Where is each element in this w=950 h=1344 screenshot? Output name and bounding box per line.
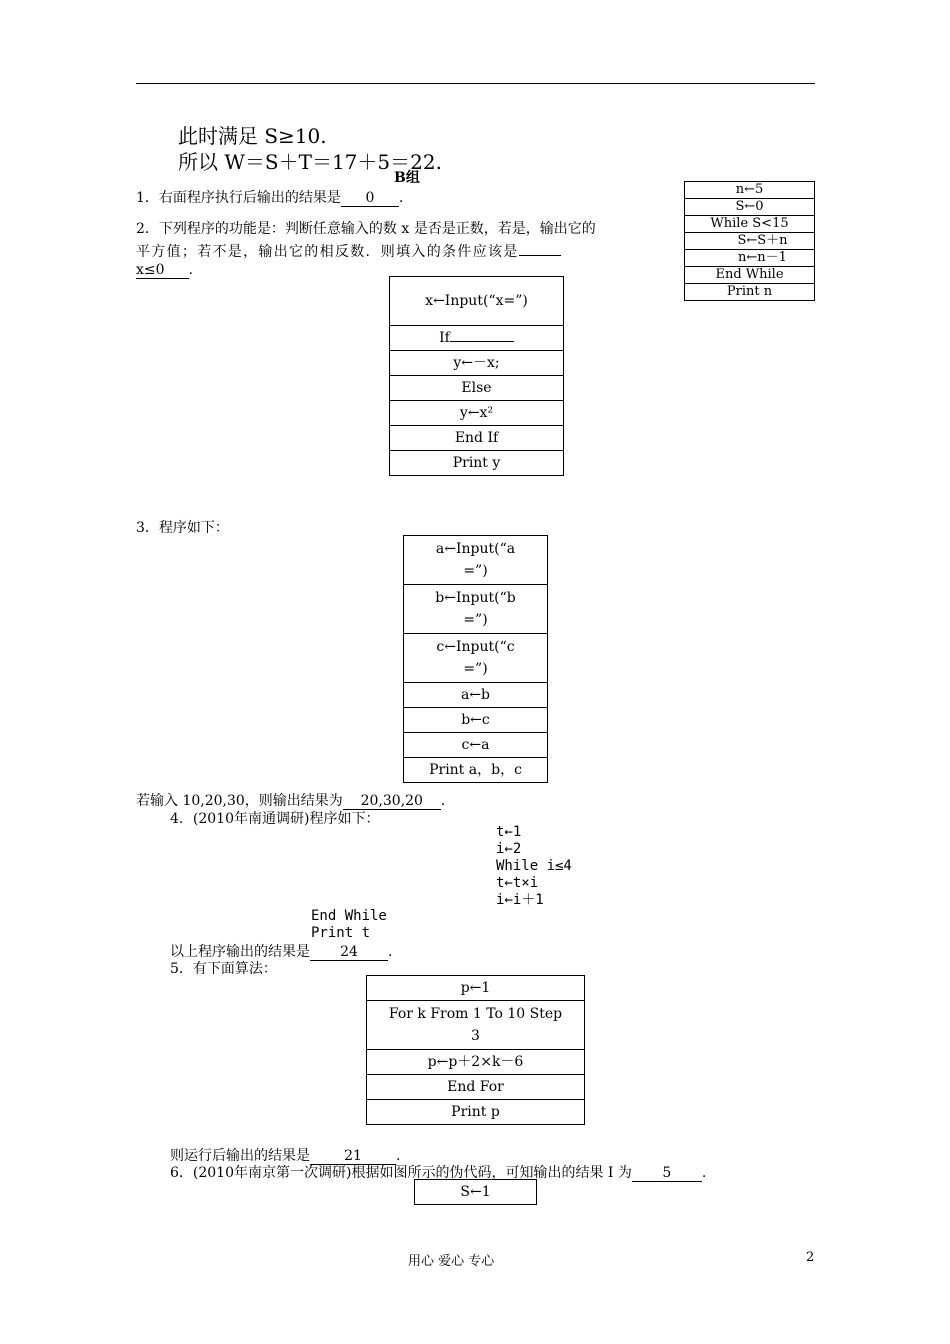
question-6-answer: 5	[632, 1166, 702, 1182]
q3-code-text: a←Input(“a	[435, 541, 516, 557]
q3-code-line: b←c	[404, 708, 548, 733]
q3-code-text: =”)	[463, 661, 488, 677]
question-2-line-2-text: 平方值；若不是，输出它的相反数．则填入的条件应该是	[136, 244, 519, 260]
footer-slogan: 用心 爱心 专心	[408, 1254, 495, 1269]
question-1	[136, 187, 403, 207]
q1-code-line: S←0	[685, 199, 815, 216]
q2-code-line: Else	[390, 376, 564, 401]
question-2-answer: x≤0	[136, 263, 189, 279]
q2-if-label: If	[439, 330, 450, 346]
q2-code-line	[390, 326, 564, 351]
q4-code-line: t←t×i	[496, 875, 539, 891]
question-3-title: 3．程序如下：	[136, 520, 229, 536]
question-2-line-1: 2．下列程序的功能是：判断任意输入的数 x 是否是正数，若是，输出它的	[136, 221, 596, 237]
q3-code-box	[403, 535, 548, 783]
question-5-title: 5．有下面算法：	[170, 961, 277, 977]
question-1-answer: 0	[341, 191, 399, 207]
q4-code-line: While i≤4	[496, 858, 572, 874]
q3-code-line: Print a，b，c	[404, 758, 548, 783]
q3-code-text: =”)	[463, 563, 488, 579]
q3-code-line: a←b	[404, 683, 548, 708]
q6-code-box	[414, 1179, 537, 1205]
q3-code-line	[404, 634, 548, 683]
q2-code-line: Print y	[390, 451, 564, 476]
question-3-result-end: .	[440, 793, 446, 809]
q6-code-line: S←1	[415, 1180, 537, 1205]
question-4-result-text: 以上程序输出的结果是	[170, 944, 310, 960]
q4-code-line: End While	[311, 908, 387, 924]
page-number: 2	[806, 1250, 815, 1265]
q5-code-box	[366, 975, 585, 1125]
q4-code-end-block	[311, 908, 387, 942]
header-rule	[136, 83, 815, 84]
question-1-end: .	[398, 190, 404, 206]
q3-code-text: c←Input(“c	[436, 639, 515, 655]
q4-code-line: i←i＋1	[496, 892, 544, 908]
q5-code-line	[367, 1001, 585, 1050]
question-3-answer: 20,30,20	[343, 794, 441, 810]
question-4-answer: 24	[310, 945, 388, 961]
q1-code-line: S←S＋n	[685, 233, 815, 250]
q4-code-line: i←2	[496, 841, 522, 857]
q1-code-line: n←n－1	[685, 250, 815, 267]
question-5-result-end: .	[396, 1148, 401, 1164]
question-6-end: .	[701, 1165, 707, 1181]
question-4-result-end: .	[388, 944, 393, 960]
question-5-answer: 21	[310, 1149, 396, 1165]
q4-code-block	[496, 824, 572, 909]
question-2-line-2	[136, 241, 561, 261]
q5-code-line: p←p＋2×k－6	[367, 1050, 585, 1075]
q2-code-line: End If	[390, 426, 564, 451]
question-3-result	[136, 790, 445, 810]
q3-code-text: b←Input(“b	[435, 590, 516, 606]
q3-code-line	[404, 585, 548, 634]
q1-code-box	[684, 181, 815, 301]
q2-code-line: x←Input(“x=”)	[390, 277, 564, 326]
header-line-2: 所以 W＝S＋T＝17＋5＝22.	[178, 150, 442, 174]
question-2-blank-start	[519, 255, 561, 256]
q4-code-line: Print t	[311, 925, 371, 941]
q1-code-line: While S<15	[685, 216, 815, 233]
question-6-text: 6．(2010年南京第一次调研)根据如图所示的伪代码，可知输出的结果 I 为	[170, 1165, 632, 1181]
question-5-result-text: 则运行后输出的结果是	[170, 1148, 310, 1164]
q2-code-line: y←x²	[390, 401, 564, 426]
q2-code-line: y←－x;	[390, 351, 564, 376]
q5-code-text: 3	[471, 1028, 480, 1044]
question-1-text: 1．右面程序执行后输出的结果是	[136, 190, 341, 206]
q5-code-line: End For	[367, 1075, 585, 1100]
group-title: B组	[394, 170, 420, 186]
q4-code-line: t←1	[496, 824, 522, 840]
q5-code-line: p←1	[367, 976, 585, 1001]
q1-code-line: Print n	[685, 284, 815, 301]
question-3-result-text: 若输入 10,20,30，则输出结果为	[136, 793, 343, 809]
q5-code-text: For k From 1 To 10 Step	[388, 1006, 563, 1022]
q3-code-text: =”)	[463, 612, 488, 628]
question-4-title: 4．(2010年南通调研)程序如下：	[170, 811, 380, 827]
q2-if-blank	[450, 341, 514, 342]
q3-code-line	[404, 536, 548, 585]
q5-code-line: Print p	[367, 1100, 585, 1125]
q2-code-box	[389, 276, 564, 476]
question-2-end: .	[188, 262, 193, 278]
question-2-line-3	[136, 262, 193, 279]
q1-code-line: End While	[685, 267, 815, 284]
q1-code-line: n←5	[685, 182, 815, 199]
header-line-1: 此时满足 S≥10.	[178, 124, 327, 148]
q3-code-line: c←a	[404, 733, 548, 758]
